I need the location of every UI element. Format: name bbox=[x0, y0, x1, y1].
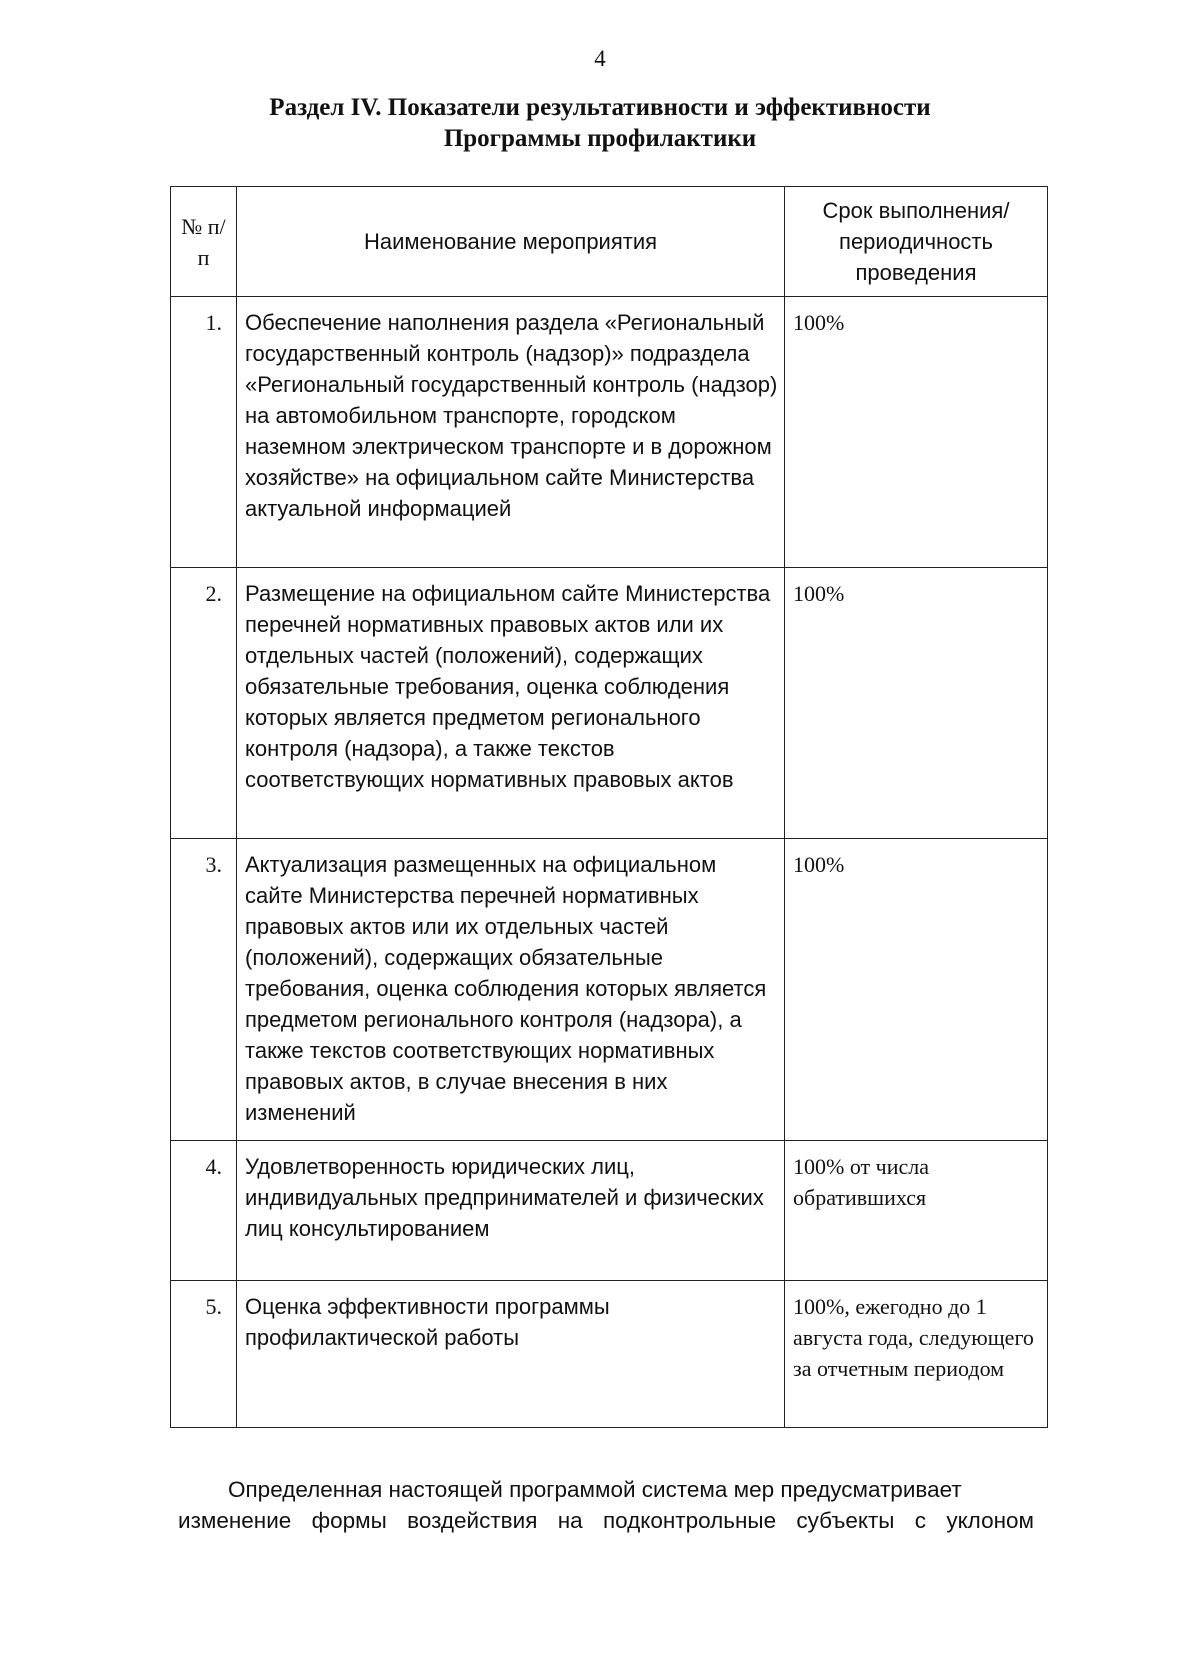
table-row bbox=[171, 1141, 1048, 1281]
row-term: 100% bbox=[785, 568, 1048, 839]
header-name: Наименование мероприятия bbox=[237, 187, 785, 297]
table-header-row bbox=[171, 187, 1048, 297]
section-title-line-2: Программы профилактики bbox=[443, 125, 757, 152]
body-paragraph bbox=[178, 1474, 1034, 1536]
row-term: 100% bbox=[785, 839, 1048, 1141]
paragraph-line-2: изменение формы воздействия на подконтрольные субъекты с уклоном bbox=[178, 1508, 1034, 1533]
section-title-line-1: Раздел IV. Показатели результативности и эффективности bbox=[269, 94, 931, 121]
row-number: 1. bbox=[171, 297, 237, 568]
row-activity-name: Оценка эффективности программы профилактической работы bbox=[237, 1281, 785, 1428]
row-activity-name: Размещение на официальном сайте Министерства перечней нормативных правовых актов или их отдельных частей (положений), содержащих обязательные требования, оценка соблюдения которых является предметом регионального контроля (надзора), а также текстов соответствующих нормативных правовых актов bbox=[237, 568, 785, 839]
table-row bbox=[171, 1281, 1048, 1428]
row-number: 5. bbox=[171, 1281, 237, 1428]
row-term: 100% от числа обратившихся bbox=[785, 1141, 1048, 1281]
table-row bbox=[171, 568, 1048, 839]
paragraph-line-1: Определенная настоящей программой система мер предусматривает bbox=[228, 1477, 962, 1502]
row-activity-name: Обеспечение наполнения раздела «Региональный государственный контроль (надзор)» подраздела «Региональный государственный контроль (надзор) на автомобильном транспорте, городском наземном электрическом транспорте и в дорожном хозяйстве» на официальном сайте Министерства актуальной информацией bbox=[237, 297, 785, 568]
row-activity-name: Актуализация размещенных на официальном сайте Министерства перечней нормативных правовых актов или их отдельных частей (положений), содержащих обязательные требования, оценка соблюдения которых является предметом регионального контроля (надзора), а также текстов соответствующих нормативных правовых актов, в случае внесения в них изменений bbox=[237, 839, 785, 1141]
section-title bbox=[0, 92, 1200, 154]
header-num: № п/п bbox=[171, 187, 237, 297]
indicators-table bbox=[170, 186, 1048, 1428]
row-term: 100% bbox=[785, 297, 1048, 568]
row-number: 3. bbox=[171, 839, 237, 1141]
table-row bbox=[171, 297, 1048, 568]
header-term: Срок выполнения/периодичность проведения bbox=[785, 187, 1048, 297]
page-number: 4 bbox=[594, 46, 606, 71]
row-number: 4. bbox=[171, 1141, 237, 1281]
row-activity-name: Удовлетворенность юридических лиц, индивидуальных предпринимателей и физических лиц консультированием bbox=[237, 1141, 785, 1281]
row-term: 100%, ежегодно до 1 августа года, следующего за отчетным периодом bbox=[785, 1281, 1048, 1428]
row-number: 2. bbox=[171, 568, 237, 839]
table-row bbox=[171, 839, 1048, 1141]
